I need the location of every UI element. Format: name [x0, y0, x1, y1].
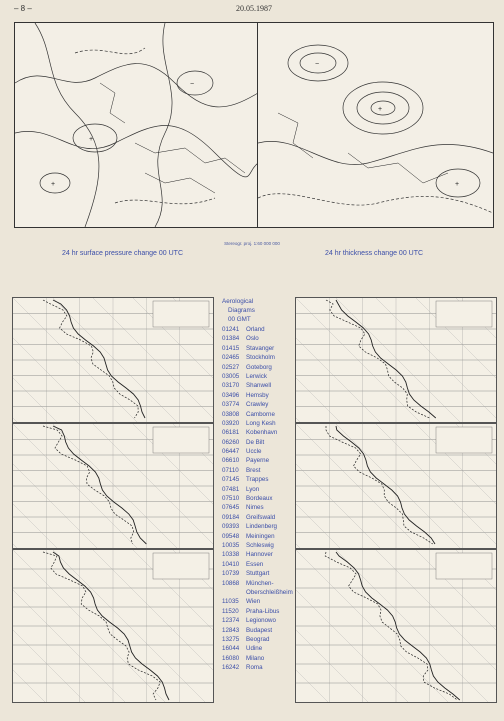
svg-text:−: − — [190, 81, 195, 88]
station-row — [222, 494, 293, 503]
station-code: 07110 — [222, 466, 239, 474]
station-row — [222, 607, 293, 616]
station-row — [222, 569, 293, 578]
station-row — [222, 616, 293, 625]
station-code: 03808 — [222, 410, 240, 418]
station-row — [222, 400, 293, 409]
diagram-drawing — [296, 298, 496, 422]
station-row — [222, 391, 293, 400]
station-row — [222, 635, 293, 644]
station-code: 02465 — [222, 354, 240, 362]
station-row — [222, 334, 293, 343]
station-name: Lerwick — [246, 372, 267, 380]
station-row — [222, 419, 293, 428]
svg-text:+: + — [378, 106, 383, 113]
surface-pressure-change-map — [14, 22, 259, 228]
station-row — [222, 438, 293, 447]
station-code: 03920 — [222, 419, 240, 427]
station-name: Schleswig — [246, 541, 274, 549]
station-row — [222, 560, 293, 569]
diagram-drawing — [13, 424, 213, 548]
station-name: Stockholm — [246, 354, 275, 362]
station-name: Crawley — [246, 401, 269, 409]
station-code: 13275 — [222, 635, 240, 643]
station-name: Oslo — [246, 335, 259, 343]
station-name: Oberschleißheim — [246, 588, 293, 596]
station-name: Bordeaux — [246, 495, 273, 503]
station-name: Beograd — [246, 635, 270, 643]
station-code: 12374 — [222, 617, 240, 625]
station-row — [222, 503, 293, 512]
aerological-title-line: Aerological — [222, 298, 254, 305]
station-code: 11035 — [222, 598, 239, 606]
aerological-diagram — [12, 549, 214, 703]
station-name: Essen — [246, 560, 264, 568]
diagram-drawing — [13, 298, 213, 422]
station-code: 16242 — [222, 664, 240, 672]
svg-text:+: + — [51, 181, 56, 188]
station-name: Lyon — [246, 485, 260, 493]
station-row — [222, 447, 293, 456]
station-row — [222, 466, 293, 475]
diagram-drawing — [296, 424, 496, 548]
station-row — [222, 475, 293, 484]
station-name: Milano — [246, 654, 265, 662]
station-name: Roma — [246, 664, 263, 672]
station-code: 03774 — [222, 401, 240, 409]
station-row — [222, 428, 293, 437]
station-code: 09184 — [222, 513, 240, 521]
station-row — [222, 644, 293, 653]
station-name: Lindenberg — [246, 523, 277, 531]
station-name: Legionowo — [246, 617, 276, 625]
aerological-title-line: 00 GMT — [228, 315, 251, 323]
station-name: Meiningen — [246, 532, 275, 540]
station-name: Payerne — [246, 457, 270, 465]
station-name: De Bilt — [246, 438, 265, 446]
station-row — [222, 353, 293, 362]
surface-pressure-caption: 24 hr surface pressure change 00 UTC — [62, 250, 184, 257]
station-code: 07510 — [222, 495, 240, 503]
aerological-title-line: Diagrams — [228, 306, 255, 314]
station-code: 01384 — [222, 335, 240, 343]
station-name: Shanwell — [246, 382, 272, 390]
aerological-diagram — [12, 297, 214, 423]
diagram-drawing — [13, 550, 213, 702]
station-list — [222, 325, 293, 672]
map-scale-note: Stereogr. proj. 1:60 000 000 — [224, 241, 280, 246]
station-code: 16080 — [222, 654, 240, 662]
page-date: 20.05.1987 — [236, 4, 272, 13]
station-code: 06447 — [222, 448, 240, 456]
station-row — [222, 456, 293, 465]
station-name: Hemsby — [246, 391, 269, 399]
page-number: – 8 – — [14, 4, 32, 13]
station-name: Camborne — [246, 410, 275, 418]
station-code: 03170 — [222, 382, 240, 390]
station-name: Stuttgart — [246, 570, 270, 578]
station-name: Praha-Libus — [246, 607, 280, 615]
station-name: Kobenhavn — [246, 429, 278, 437]
aerological-diagram — [295, 423, 497, 549]
station-name: Long Kesh — [246, 419, 276, 427]
station-code: 07145 — [222, 476, 240, 484]
station-code: 09393 — [222, 523, 240, 531]
station-row — [222, 344, 293, 353]
station-code: 10035 — [222, 541, 240, 549]
station-code: 06610 — [222, 457, 240, 465]
station-row — [222, 381, 293, 390]
station-row — [222, 626, 293, 635]
aerological-diagram — [295, 297, 497, 423]
station-code: 09548 — [222, 532, 240, 540]
station-code: 10338 — [222, 551, 240, 559]
station-row — [222, 550, 293, 559]
station-name: Stavanger — [246, 344, 275, 352]
station-name: Orland — [246, 326, 265, 333]
station-row — [222, 522, 293, 531]
station-name: Trappes — [246, 476, 269, 484]
svg-text:+: + — [455, 181, 460, 188]
station-row — [222, 532, 293, 541]
station-name: Brest — [246, 466, 261, 474]
aerological-diagram — [12, 423, 214, 549]
aerological-diagram — [295, 549, 497, 703]
station-name: Hannover — [246, 551, 273, 559]
station-row — [222, 663, 293, 672]
svg-text:−: − — [315, 61, 320, 68]
station-row — [222, 579, 293, 588]
map-right-drawing — [258, 23, 493, 227]
thickness-change-map — [257, 22, 494, 228]
station-row — [222, 654, 293, 663]
station-name: Budapest — [246, 626, 273, 634]
station-code: 10410 — [222, 560, 240, 568]
map-left-drawing — [15, 23, 258, 227]
station-name: Greifswald — [246, 513, 276, 521]
station-code: 03005 — [222, 372, 240, 380]
station-code: 07481 — [222, 485, 240, 493]
station-row — [222, 372, 293, 381]
station-code: 10739 — [222, 570, 240, 578]
station-code: 07645 — [222, 504, 240, 512]
station-code: 01415 — [222, 344, 240, 352]
station-code: 02527 — [222, 363, 240, 371]
station-row — [222, 325, 293, 334]
station-code: 03496 — [222, 391, 240, 399]
station-code: 10868 — [222, 579, 240, 587]
diagram-drawing — [296, 550, 496, 702]
station-name: Nimes — [246, 504, 264, 512]
station-name: München- — [246, 579, 274, 587]
station-name: Uccle — [246, 448, 262, 456]
station-code: 11520 — [222, 607, 239, 615]
station-row — [222, 410, 293, 419]
thickness-caption: 24 hr thickness change 00 UTC — [325, 250, 424, 257]
station-code: 16044 — [222, 645, 240, 653]
station-row — [222, 597, 293, 606]
station-row — [222, 363, 293, 372]
station-row — [222, 588, 293, 597]
station-row — [222, 541, 293, 550]
aerological-title — [222, 298, 282, 324]
station-row — [222, 513, 293, 522]
station-code: 06181 — [222, 429, 240, 437]
station-row — [222, 485, 293, 494]
station-code: 12843 — [222, 626, 240, 634]
station-name: Udine — [246, 645, 263, 653]
station-code: 01241 — [222, 326, 240, 333]
station-name: Wien — [246, 598, 261, 606]
station-code: 06260 — [222, 438, 240, 446]
svg-text:+: + — [89, 136, 94, 143]
station-name: Goteborg — [246, 363, 272, 371]
